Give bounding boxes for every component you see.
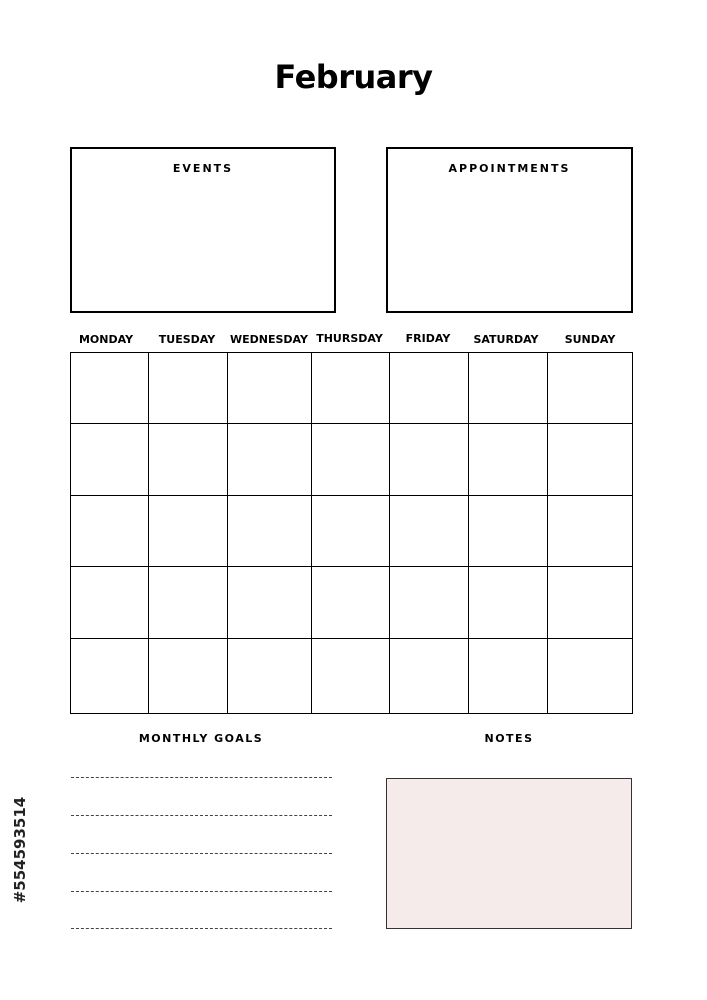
day-header-thursday: THURSDAY (316, 332, 383, 345)
calendar-grid[interactable] (70, 352, 633, 714)
goal-line[interactable] (71, 777, 332, 778)
day-header-monday: MONDAY (78, 333, 134, 346)
goal-line[interactable] (71, 853, 332, 854)
day-header-friday: FRIDAY (405, 332, 451, 345)
monthly-goals-label: MONTHLY GOALS (138, 732, 264, 745)
day-header-tuesday: TUESDAY (158, 333, 216, 346)
day-header-saturday: SATURDAY (473, 333, 539, 346)
calendar-grid-lines (70, 352, 633, 714)
grid-border (71, 353, 633, 714)
side-id-label: #554593514 (11, 796, 29, 904)
goal-line[interactable] (71, 928, 332, 929)
notes-label: NOTES (484, 732, 534, 745)
page-title: February (274, 58, 433, 96)
appointments-box[interactable] (386, 147, 633, 313)
day-header-wednesday: WEDNESDAY (230, 333, 308, 346)
notes-box[interactable] (386, 778, 632, 929)
side-id-text (5, 764, 35, 936)
events-label: EVENTS (172, 162, 234, 175)
goal-line[interactable] (71, 891, 332, 892)
appointments-label: APPOINTMENTS (448, 162, 571, 175)
events-box[interactable] (70, 147, 336, 313)
day-header-sunday: SUNDAY (564, 333, 616, 346)
goal-line[interactable] (71, 815, 332, 816)
